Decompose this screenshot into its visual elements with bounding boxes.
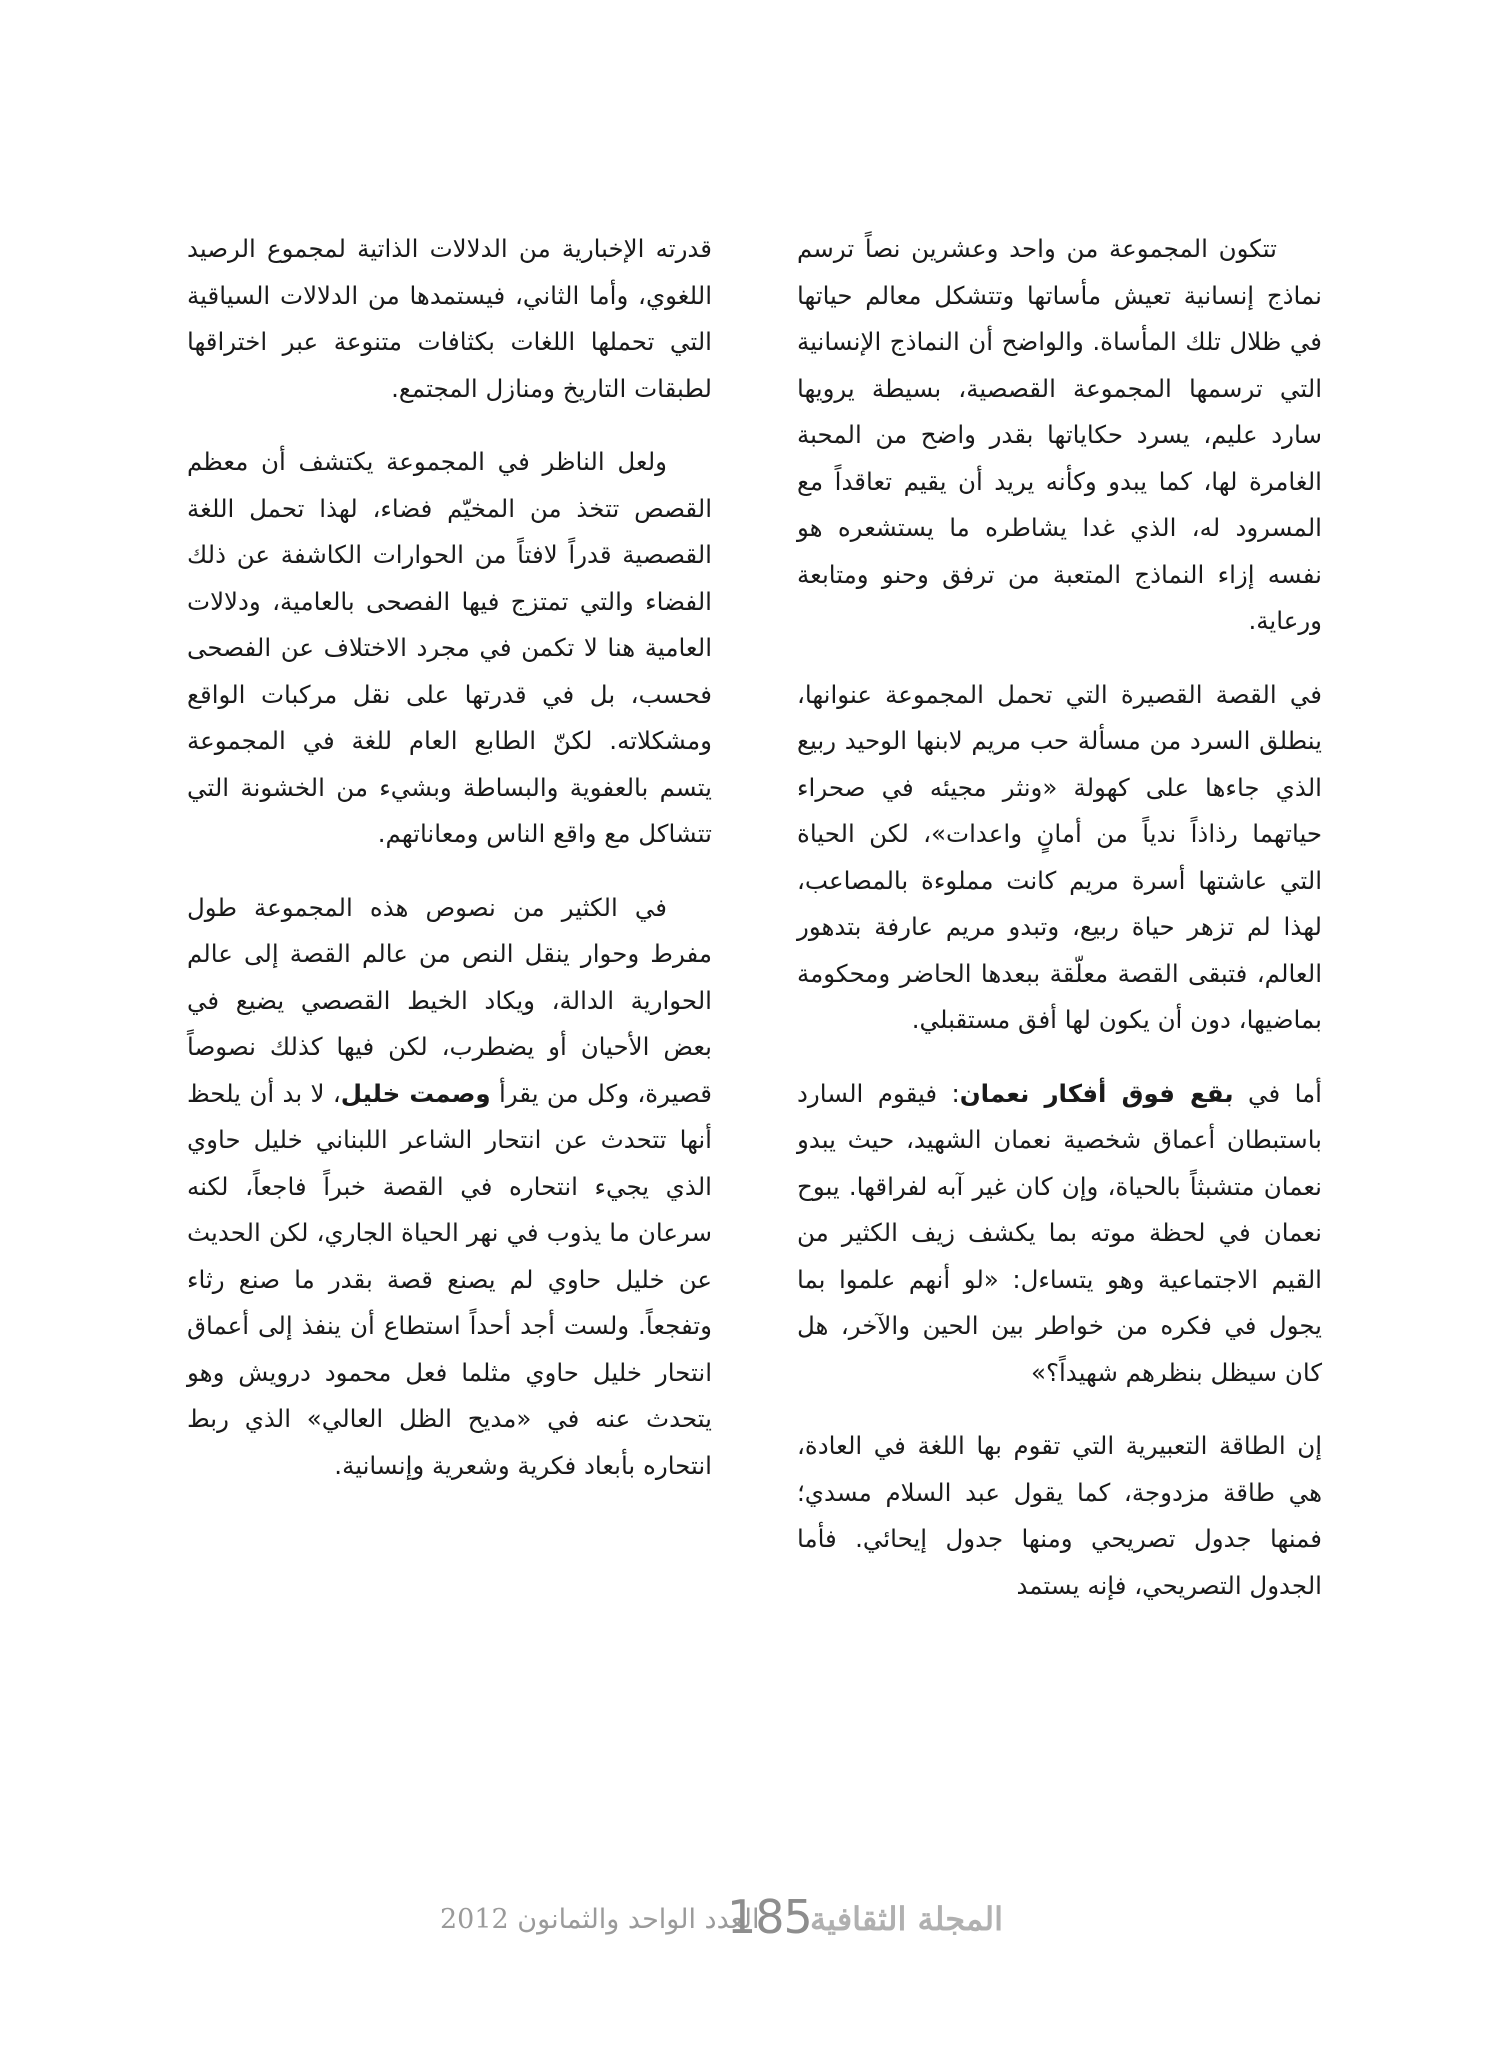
paragraph: قدرته الإخبارية من الدلالات الذاتية لمجموع الرصيد اللغوي، وأما الثاني، فيستمدها من الدلالات السياقية التي تحملها اللغات بكثافات متنوعة عبر اختراقها لطبقات التاريخ ومنازل المجتمع. [187, 234, 712, 403]
paragraph-text: ، لا بد أن يلحظ أنها تتحدث عن انتحار الشاعر اللبناني خليل حاوي الذي يجيء انتحاره في القصة خبراً فاجعاً، لكنه سرعان ما يذوب في نهر الحياة الجاري، لكن الحديث عن خليل حاوي لم يصنع قصة بقدر ما صنع رثاء وتفجعاً. ولست أجد أحداً استطاع أن ينفذ إلى أعماق انتحار خليل حاوي مثلما فعل محمود درويش وهو يتحدث عنه في «مديح الظل العالي» الذي ربط انتحاره بأبعاد فكرية وشعرية وإنسانية. [187, 1078, 712, 1480]
paragraph-text: أما في [1233, 1078, 1322, 1108]
page-number: 185 [727, 1890, 812, 1944]
paragraph-text: : فيقوم السارد باستبطان أعماق شخصية نعمان الشهيد، حيث يبدو نعمان متشبثاً بالحياة، وإن كان غير آبه لفراقها. يبوح نعمان في لحظة موته بما يكشف زيف الكثير من القيم الاجتماعية وهو يتساءل: «لو أنهم علموا بما يجول في فكره من خواطر بين الحين والآخر، هل كان سيظل بنظرهم شهيداً؟» [797, 1078, 1322, 1387]
paragraph: إن الطاقة التعبيرية التي تقوم بها اللغة في العادة، هي طاقة مزدوجة، كما يقول عبد السلام مسدي؛ فمنها جدول تصريحي ومنها جدول إيحائي. فأما الجدول التصريحي، فإنه يستمد [797, 1431, 1322, 1600]
page-footer [0, 1890, 1497, 1950]
issue-label: العدد الواحد والثمانون 2012 [440, 1904, 760, 1935]
right-column [797, 226, 1322, 1609]
paragraph [797, 1071, 1322, 1397]
paragraph: ولعل الناظر في المجموعة يكتشف أن معظم القصص تتخذ من المخيّم فضاء، لهذا تحمل اللغة القصصية قدراً لافتاً من الحوارات الكاشفة عن ذلك الفضاء والتي تمتزج فيها الفصحى بالعامية، ودلالات العامية هنا لا تكمن في مجرد الاختلاف عن الفصحى فحسب، بل في قدرتها على نقل مركبات الواقع ومشكلاته. لكنّ الطابع العام للغة في المجموعة يتسم بالعفوية والبساطة وبشيء من الخشونة التي تتشاكل مع واقع الناس ومعاناتهم. [187, 447, 712, 848]
paragraph-text: في الكثير من نصوص هذه المجموعة طول مفرط وحوار ينقل النص من عالم القصة إلى عالم الحوارية الدالة، ويكاد الخيط القصصي يضيع في بعض الأحيان أو يضطرب، لكن فيها كذلك نصوصاً قصيرة، وكل من يقرأ [187, 892, 713, 1108]
paragraph [187, 885, 712, 1490]
paragraph: في القصة القصيرة التي تحمل المجموعة عنوانها، ينطلق السرد من مسألة حب مريم لابنها الوحيد ربيع الذي جاءها على كهولة «ونثر مجيئه في صحراء حياتهما رذاذاً ندياً من أمانٍ واعدات»، لكن الحياة التي عاشتها أسرة مريم كانت مملوءة بالمصاعب، لهذا لم تزهر حياة ربيع، وتبدو مريم عارفة بتدهور العالم، فتبقى القصة معلّقة ببعدها الحاضر ومحكومة بماضيها، دون أن يكون لها أفق مستقبلي. [797, 679, 1322, 1034]
left-column [187, 226, 712, 1489]
story-title: بقع فوق أفكار نعمان [959, 1078, 1234, 1108]
paragraph: تتكون المجموعة من واحد وعشرين نصاً ترسم نماذج إنسانية تعيش مأساتها وتتشكل معالم حياتها في ظلال تلك المأساة. والواضح أن النماذج الإنسانية التي ترسمها المجموعة القصصية، بسيطة يرويها سارد عليم، يسرد حكاياتها بقدر واضح من المحبة الغامرة لها، كما يبدو وكأنه يريد أن يقيم تعاقداً مع المسرود له، الذي غدا يشاطره ما يستشعره هو نفسه إزاء النماذج المتعبة من ترفق وحنو ومتابعة ورعاية. [797, 234, 1322, 635]
story-title: وصمت خليل [340, 1078, 491, 1108]
magazine-name: المجلة الثقافية [810, 1900, 1004, 1938]
